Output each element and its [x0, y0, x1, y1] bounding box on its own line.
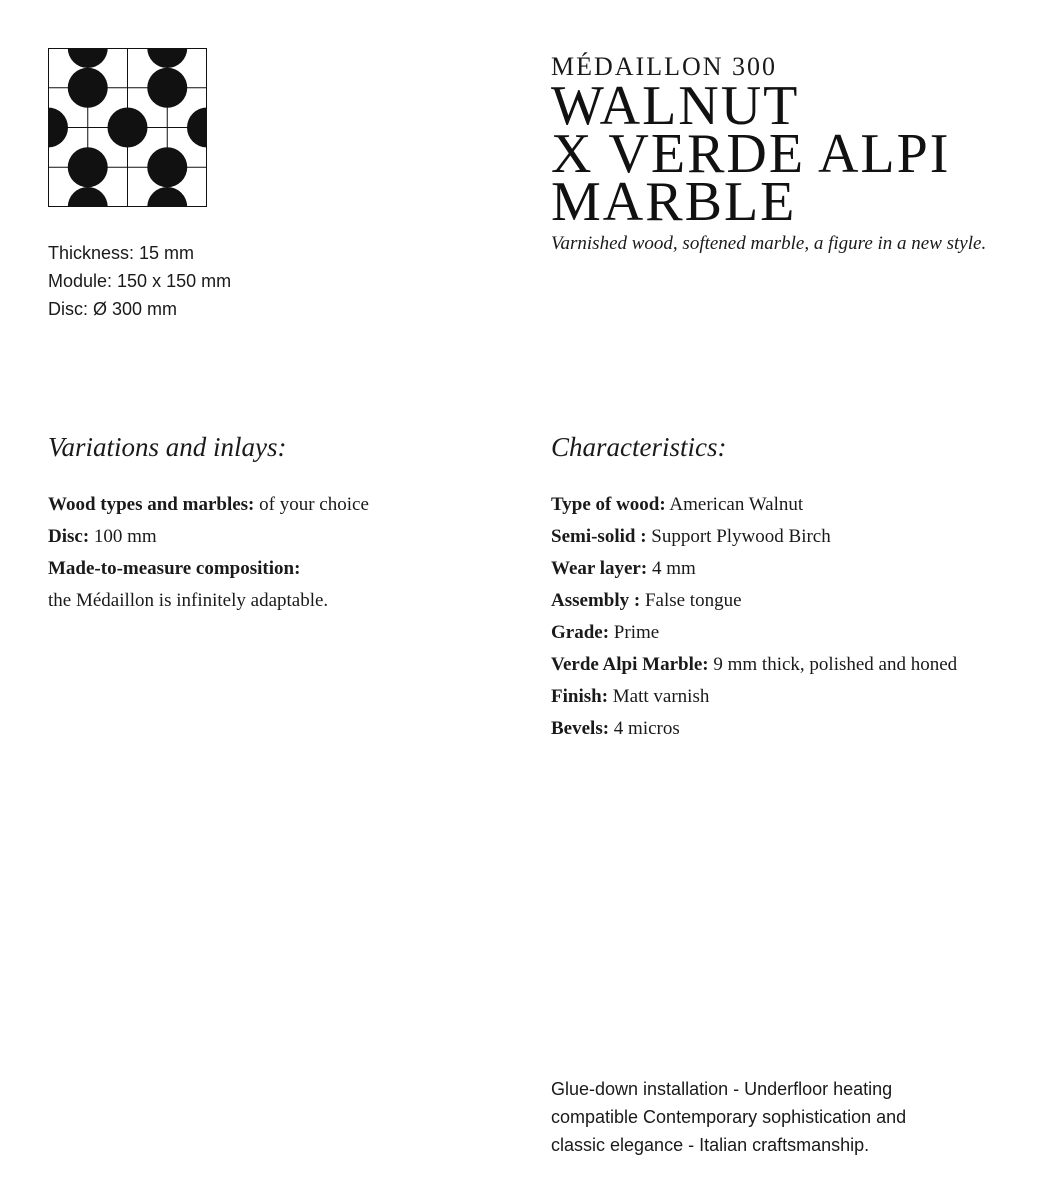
characteristic-item [551, 489, 957, 521]
footer-line-3: classic elegance - Italian craftsmanship. [551, 1135, 870, 1155]
product-title-line-3: MARBLE [551, 171, 797, 233]
characteristic-label: Semi-solid : [551, 526, 647, 547]
characteristic-value: American Walnut [665, 494, 804, 515]
variation-value: of your choice [254, 494, 369, 515]
characteristic-item [551, 553, 957, 585]
variations-list [48, 489, 369, 617]
characteristic-item [551, 617, 957, 649]
medallion-pattern-illustration [48, 48, 207, 207]
product-tagline: Varnished wood, softened marble, a figure in a new style. [551, 233, 987, 254]
product-title-line-2: X VERDE ALPI [551, 123, 951, 185]
variations-heading: Variations and inlays: [48, 432, 287, 462]
variation-item [48, 489, 369, 521]
product-header [551, 52, 1031, 256]
characteristic-label: Grade: [551, 622, 610, 643]
characteristic-value: Matt varnish [608, 686, 710, 707]
dimension-specs [48, 239, 231, 323]
characteristics-heading: Characteristics: [551, 432, 727, 462]
variation-note: the Médaillon is infinitely adaptable. [48, 590, 329, 611]
characteristic-label: Bevels: [551, 718, 610, 739]
variation-label: Disc: [48, 526, 90, 547]
footer-line-2: compatible Contemporary sophistication and [551, 1107, 907, 1127]
characteristic-value: 9 mm thick, polished and honed [708, 654, 958, 675]
characteristic-item [551, 649, 957, 681]
product-subtitle: MÉDAILLON 300 [551, 52, 778, 81]
characteristic-label: Finish: [551, 686, 609, 707]
characteristic-value: Prime [609, 622, 660, 643]
spec-module: Module: 150 x 150 mm [48, 271, 232, 291]
characteristic-value: 4 micros [609, 718, 680, 739]
variation-item [48, 521, 369, 553]
characteristic-label: Verde Alpi Marble: [551, 654, 709, 675]
characteristics-list [551, 489, 957, 745]
spec-thickness: Thickness: 15 mm [48, 243, 195, 263]
footer-description [551, 1075, 991, 1159]
footer-line-1: Glue-down installation - Underfloor heating [551, 1079, 893, 1099]
characteristic-item [551, 521, 957, 553]
variation-value: 100 mm [89, 526, 157, 547]
characteristic-value: Support Plywood Birch [646, 526, 831, 547]
characteristic-item [551, 585, 957, 617]
spec-disc: Disc: Ø 300 mm [48, 299, 178, 319]
variation-label: Made-to-measure composition: [48, 558, 301, 579]
characteristic-item [551, 681, 957, 713]
characteristic-value: 4 mm [647, 558, 696, 579]
variation-item [48, 553, 369, 585]
characteristic-label: Wear layer: [551, 558, 648, 579]
variation-label: Wood types and marbles: [48, 494, 255, 515]
characteristic-value: False tongue [640, 590, 742, 611]
product-title-line-1: WALNUT [551, 75, 800, 137]
characteristic-item [551, 713, 957, 745]
characteristic-label: Type of wood: [551, 494, 666, 515]
characteristic-label: Assembly : [551, 590, 641, 611]
